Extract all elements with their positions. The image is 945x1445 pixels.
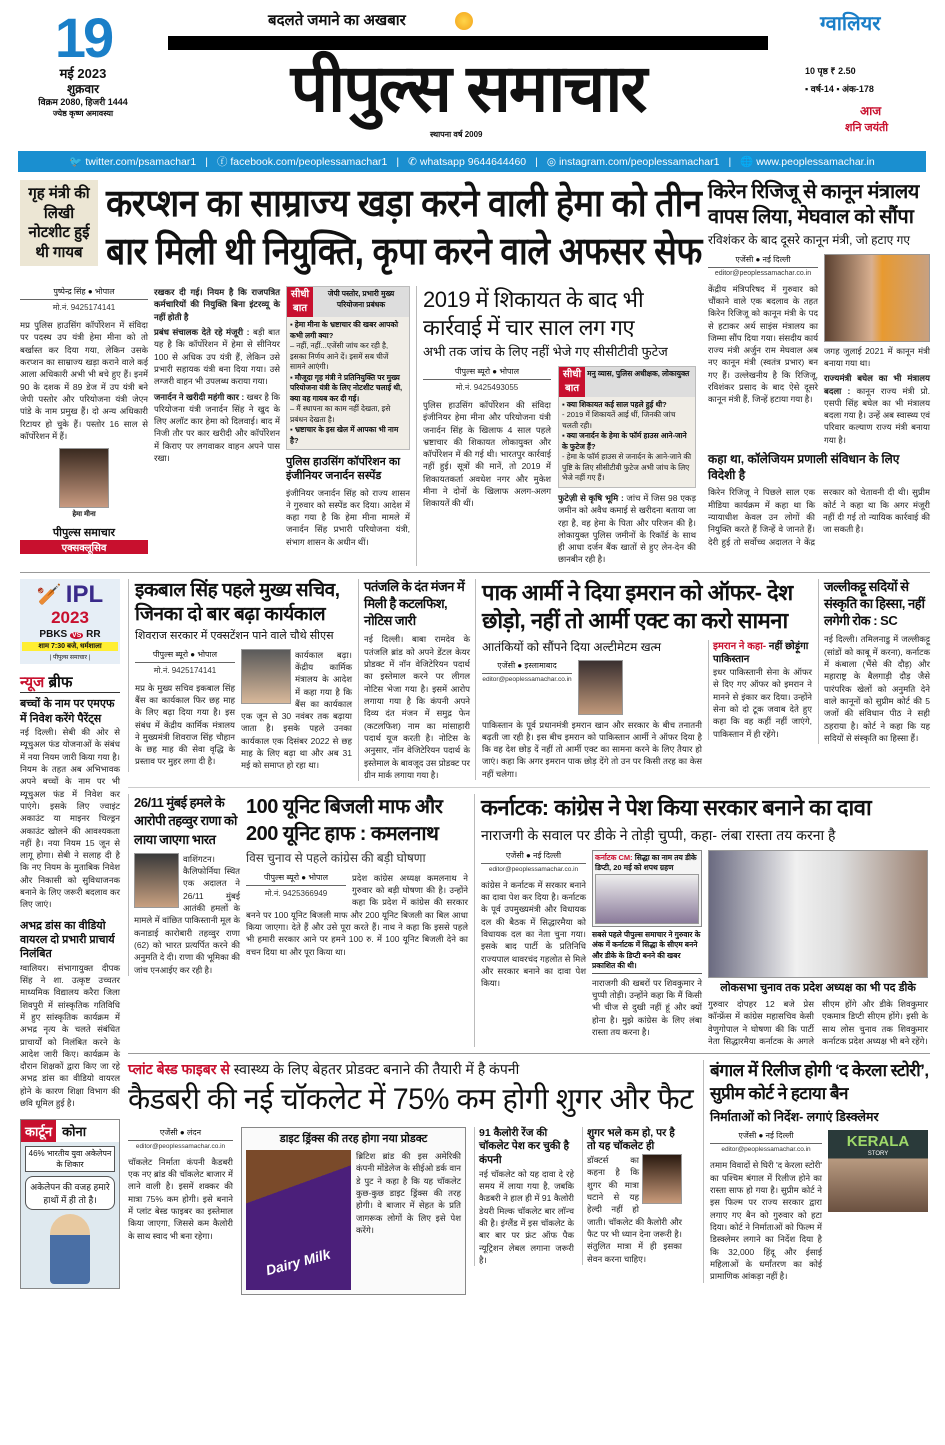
ipl-title: IPL [65,580,104,608]
lower-area [20,579,930,1295]
lead-paragraph: मप्र पुलिस हाउसिंग कॉर्पोरेशन में संविदा पर पदस्थ उप यंत्री हेमा मीना को तो बर्खास्त कर दिया गया, लेकिन उसके करप्शन का साम्राज्य खड़ा कराने वाले कई आला अधिकारी अभी भी बचे हुए हैं। इनमें 90 के दशक में 89 डेज में उप यंत्री बने जेपी पस्तोर और परियोजना यंत्री जेएन पांडे के नाम प्रमुख हैं। दो अन्य अधिकारी रिटायर हो चुके हैं। पस्तोर 16 साल से कॉर्पोरेशन में हैं। [20,320,148,441]
jallikattu-story [818,579,930,744]
byline: एजेंसी ● नई दिल्ली [708,254,818,268]
poster-title: KERALA [846,1133,910,1151]
section-divider [128,1053,930,1054]
cartoon-speech-bubble: अकेलेपन की वजह हमारे हाथों में ही तो है। [25,1176,115,1210]
social-facebook[interactable] [217,154,387,169]
paragraph-lead-in: प्रबंध संचालक देते रहे मंजूरी : [154,326,250,337]
separator: | [205,155,208,168]
sub-story-body: इंजीनियर जनार्दन सिंह को राज्य शासन ने गुरुवार को सस्पेंड कर दिया। आदेश में कहा गया है कि हेमा मीना मामले में जनार्दन सिंह प्रभारी परियोजना यंत्री, संभाग शासन के अधीन थीं। [286,487,410,547]
match-time-venue: शाम 7:30 बजे, धर्मशाला [22,642,118,651]
kerala-story [703,1060,930,1282]
karnataka-leaders-photo [708,850,928,978]
newspaper-logo-text: पीपुल्स समाचार [290,51,646,125]
brief-headline: अभद्र डांस का वीडियो वायरल दो प्रभारी प्राचार्य निलंबित [20,919,115,961]
photo-caption: हेमा मीना [72,511,96,519]
collegium-headline: कहा था, कॉलेजियम प्रणाली संविधान के लिए विदेशी है [708,452,900,482]
patanjali-story [358,579,470,781]
newspaper-clipping [592,850,702,928]
rana-headline: 26/11 मुंबई हमले के आरोपी तहव्वुर राणा को लाया जाएगा भारत [134,795,237,847]
globe-icon: 🌐 [740,156,754,168]
karnataka-story [474,794,930,1047]
karnataka-paragraph: नाराजगी की खबरों पर शिवकुमार ने चुप्पी तोड़ी। उन्होंने कहा कि मैं किसी भी चीज से दुखी नहीं हूं और क्यों होना है। मुझे कांग्रेस के लिए लंबा रास्ता तय करना है। [592,977,702,1038]
kamalnath-subhead: विस चुनाव से पहले कांग्रेस की बड़ी घोषणा [246,851,426,866]
pages-price: 10 पृष्ठ ₹ 2.50 [805,66,856,76]
interview-tag: सीधी [291,289,310,300]
kamalnath-story [246,794,468,958]
twitter-icon: 🐦 [69,156,83,168]
ipl-year: 2023 [51,607,89,627]
lead-headline-line-2: बार मिली थी नियुक्ति, कृपा करने वाले अफसर सेफ [106,231,702,273]
interview-question: ▪ भ्रष्टाचार के इस खेल में आपका भी नाम है? [290,425,399,445]
email: editor@peoplessamachar.co.in [721,1146,811,1154]
rijiju-headline: किरेन रिजिजू से कानून मंत्रालय वापस लिया, मेघवाल को सौंपा [708,181,919,228]
clipping-photo [595,874,699,924]
pak-paragraph: पाकिस्तान के पूर्व प्रधानमंत्री इमरान खान और सरकार के बीच तनातनी बढ़ती जा रही है। इस बीच इमरान को पाकिस्तान आर्मी ने ऑफर दिया है कि वह देश छोड़ दें नहीं तो आर्मी एक्ट का सामना करने के लिए तैयार हो जाएं। कहा कि अगर इमरान पाक छोड़ देंगे तो उन पर किसी तरह का केस नहीं चलेगा। [482,719,702,779]
masthead [0,0,945,150]
interview-question: ▪ क्या शिकायत कई साल पहले हुई थी? [562,399,667,409]
left-column [20,579,120,1290]
interview-answer: - हेमा के फॉर्म हाउस से जनार्दन के आने-जाने की पुष्टि के लिए सीसीटीवी फुटेज अभी जांच के लिए भेजे नहीं गए हैं। [562,452,692,483]
social-bar [18,151,926,172]
row-b [128,579,930,781]
tahawwur-rana-photo [134,853,179,908]
main-top [20,180,702,566]
interview-answer: – नहीं, नहीं...एजेंसी जांच कर रही है, इसका निर्णय आने दें। इसमें सब चीजें सामने आएंगी। [290,341,389,371]
kerala-story-poster [828,1130,928,1212]
email: editor@peoplessamachar.co.in [488,865,579,873]
paragraph-lead-in: फुटेज़ी से कृषि भूमि : [558,492,624,503]
interview-tag: बात [565,382,580,394]
news-brief [20,672,120,1109]
lead-paragraph: खबर है कि परियोजना यंत्री जनार्दन सिंह ने खुद के लिए अलॉट कार हेमा को दिलवाई। बाद में निजी तौर पर कार खरीदी और कॉर्पोरेशन में किराए पर लगवाकर वाहन अपने पास रखा। [154,391,280,464]
kicker: स्वास्थ्य के लिए बेहतर प्रोडक्ट बनाने की तैयारी में है कंपनी [233,1061,520,1078]
paragraph-lead-in: जनार्दन ने खरीदी महंगी कार : [154,391,245,402]
byline: एजेंसी ● नई दिल्ली [481,850,586,864]
woman-photo [642,1154,682,1204]
iqbal-story [128,579,353,772]
byline: एजेंसी ● इस्लामाबाद [482,660,572,674]
column-headline: 91 कैलोरी रेंज की चॉकलेट पेश कर चुकी है कंपनी [479,1126,570,1167]
kamalnath-body: प्रदेश कांग्रेस अध्यक्ष कमलनाथ ने गुरुवार को बड़ी घोषणा की है। उन्होंने कहा कि प्रदेश में कांग्रेस की सरकार बनने पर 100 यूनिट बिजली माफ और 200 यूनिट बिजली का बिल आधा किया जाएगा। देते हैं और उसे पूरा करते हैं। नाथ ने कहा कि इससे पहले भी हमारी सरकार आने पर हमने 100 रु. में 100 यूनिट बिजली देने का वचन दिया था और पूरा किया था। [246,872,468,957]
team-1: PBKS [39,629,68,641]
exclusive-badge [20,525,148,554]
facebook-icon: ⓕ [216,156,228,168]
mobile-number: मो.नं. 9425174141 [52,303,116,312]
exclusive-label: एक्सक्लूसिव [20,540,148,554]
iqbal-paragraph: कार्यकाल बढ़ा। केंद्रीय कार्मिक मंत्रालय के आदेश में कहा गया है कि बैंस का कार्यकाल एक जून से 30 नवंबर तक बढ़ाया जाता है। इसके पहले उनका कार्यकाल एक दिसंबर 2022 से छह माह के लिए बढ़ा था और अब 31 मई को समाप्त हो रहा था। [241,649,352,771]
column-body: नई चॉकलेट को यह दावा दे रहे समय में लाया गया है, जबकि कैडबरी ने हाल ही में 91 कैलोरी डेयरी मिल्क चॉकलेट बार लॉन्च की है। इंग्लैंड में इस चॉकलेट के बार बार पर फ्रंट ऑफ पैक न्यूट्रिशन लेबल लगाना जरूरी है। [479,1168,574,1265]
column-body: डॉक्टर्स का कहना है कि शुगर की मात्रा घटाने से यह हेल्दी नहीं हो जाती। चॉकलेट की कैलोरी और फैट पर भी ध्यान देना जरूरी है। संतुलित मात्रा में ही इसका सेवन करना चाहिए। [587,1155,682,1264]
kerala-headline: बंगाल में रिलीज होगी ‘द केरला स्टोरी’, सुप्रीम कोर्ट ने हटाया बैन [710,1061,929,1104]
kerala-paragraph: तमाम विवादों से घिरी 'द केरला स्टोरी' का पश्चिम बंगाल में रिलीज होने का रास्ता साफ हो गया है। सुप्रीम कोर्ट ने इस फिल्म पर राज्य सरकार द्वारा लगाए गए बैन को गुरुवार को हटा दिया। कोर्ट ने निर्माताओं को फिल्म में डिस्क्लेमर लगाने का निर्देश दिया है कि 32,000 हिंदू और ईसाई महिलाओं के धर्मांतरण का कोई प्रामाणिक आंकड़ा नहीं है। [710,1160,822,1282]
byline: पीपुल्स ब्यूरो ● भोपाल [246,872,346,886]
patanjali-headline: पतंजलि के दंत मंजन में मिली है कटलफिश, नोटिस जारी [364,578,465,628]
cartoon-box [20,1119,120,1289]
team-2: RR [86,629,101,641]
rana-story [128,794,240,976]
byline: पीपुल्स ब्यूरो ● भोपाल [135,649,235,663]
interview-tag: बात [293,303,308,314]
date-calendar: विक्रम 2080, हिजरी 1444 [38,97,128,108]
date-day: 19 [54,6,112,69]
social-twitter[interactable] [69,155,196,168]
pak-subhead: आतंकियों को सौंपने दिया अल्टीमेटम खत्म [482,639,662,654]
date-weekday: शुक्रवार [66,82,100,97]
brief-headline: बच्चों के नाम पर एमएफ में निवेश करेंगे पैरेंट्स [20,698,115,725]
brief-body: नई दिल्ली। सेबी की ओर से म्यूचुअल फंड योजनाओं के संबंध में नया नियम जारी किया गया है। नियम के तहत अब अभिभावक अपने बच्चों के नाम पर भी म्यूचुअल फंड में निवेश कर पाएंगे। इसके लिए ज्वाइंट अकाउंट या माइनर चिल्ड्रन अकाउंट खोलने की आवश्यकता नहीं है। नया नियम 15 जून से लागू होगा। सेबी ने सलाह दी है कि नए नियम के मुताबिक निवेश और निकासी को सुविधाजनक बनाने के लिए जरूरी बदलाव कर लिए जाएं। [20,727,120,910]
separator: | [535,155,538,168]
karnataka-subhead: नाराजगी के सवाल पर डीके ने तोड़ी चुप्पी, कहा- लंबा रास्ता तय करना है [481,826,836,843]
social-instagram[interactable] [547,156,720,168]
separator: | [728,155,732,168]
pak-headline: पाक आर्मी ने दिया इमरान को ऑफर- देश छोड़ो, नहीं तो आर्मी एक्ट का करो सामना [482,579,793,634]
rijiju-paragraph: केंद्रीय मंत्रिपरिषद में गुरुवार को चौंकाने वाले एक बदलाव के तहत किरेन रिजिजू को कानून मंत्री के पद से हटाकर अर्थ साइंस मंत्रालय का जिम्मा सौंप दिया गया। संसदीय कार्य राज्य मंत्री अर्जुन राम मेघवाल अब नए कानून मंत्री (स्वतंत्र प्रभार) बन गए हैं। उल्लेखनीय है कि रिजिजू, रविशंकर प्रसाद के बाद ऐसे दूसरे कानून मंत्री हैं, जिन्हें हटाया गया है। [708,283,818,405]
cadbury-headline: कैडबरी की नई चॉकलेट में 75% कम होगी शुगर और फैट [128,1083,694,1117]
kerala-subhead: निर्माताओं को निर्देश- लगाएं डिस्क्लेमर [710,1110,879,1125]
instagram-icon: ◎ [546,155,557,168]
date-tithi: ज्येष्ठ कृष्ण अमावस्या [52,108,114,118]
rijiju-paragraph: कानून राज्य मंत्री प्रो. एसपी सिंह बघेल का भी मंत्रालय बदला गया है। उन्हें अब स्वास्थ्य एवं परिवार कल्याण राज्य मंत्री बनाया गया है। [824,385,930,445]
karnataka-paragraph: गुरुवार दोपहर 12 बजे प्रेस कॉन्फ्रेंस में कांग्रेस महासचिव केसी वेणुगोपाल ने घोषणा की कि पार्टी नेता सिद्धारमैया कर्नाटक के अगले सीएम होंगे और डीके शिवकुमार एकमात्र डिप्टी सीएम होंगे। इसी के साथ लोस चुनाव तक शिवकुमार कर्नाटक प्रदेश अध्यक्ष भी बने रहेंगे। [708,999,928,1047]
established: स्थापना वर्ष 2009 [430,130,483,139]
row-c [128,794,930,1047]
whatsapp-icon: ✆ [408,155,417,168]
iqbal-headline: इकबाल सिंह पहले मुख्य सचिव, जिनका दो बार बढ़ा कार्यकाल [135,579,340,625]
mobile-number: मो.नं. 9425493055 [455,382,519,392]
pen-emblem-icon [455,12,473,30]
lead-headline-line-1: करप्शन का साम्राज्य खड़ा करने वाली हेमा को तीन [106,183,702,225]
row-d [128,1060,930,1295]
collegium-body: किरेन रिजिजू ने पिछले साल एक मीडिया कार्यक्रम में कहा था कि न्यायाधीश केवल उन लोगों की नियुक्ति करते हैं जिन्हें वे जानते हैं। देरी हुई तो सर्वोच्च अदालत ने केंद्र सरकार को चेतावनी दी थी। सुप्रीम कोर्ट ने कहा था कि अगर मंजूरी नहीं दी गई तो न्यायिक कार्रवाई की जा सकती है। [708,487,930,547]
social-text: whatsapp 9644644460 [419,155,527,168]
date-month-year: मई 2023 [59,66,107,81]
ipl-box [20,579,120,665]
iqbal-paragraph: मप्र के मुख्य सचिव इकबाल सिंह बैंस का कार्यकाल फिर छह माह के लिए बढ़ा दिया गया है। इस संबंध में केंद्रीय कार्मिक मंत्रालय ने मुख्यमंत्री शिवराज सिंह चौहान के छह माह की सेवा वृद्धि के प्रस्ताव पर मुहर लगा दी है। [135,682,235,767]
box-headline: डाइट ड्रिंक्स की तरह होगा नया प्रोडक्ट [279,1132,428,1145]
mobile-number: मो.नं. 9425174141 [153,665,217,675]
iqbal-singh-photo [241,649,291,704]
right-area [128,579,930,1295]
lead-paragraph: रखकर दी गई। नियम है कि राजपत्रित कर्मचारियों की नियुक्ति बिना इंटरव्यू के नहीं होती है [154,287,280,322]
rana-body: वाशिंगटन। कैलिफोर्निया स्थित एक अदालत ने 26/11 मुंबई आतंकी हमलों के मामले में वांछित पाकिस्तानी मूल के कनाडाई कारोबारी तहव्वुर राणा (62) को भारत प्रत्यर्पित करने की अनुमति दे दी। राणा की भूमिका की जांच एनआईए कर रही है। [134,853,240,975]
interview-box [286,286,410,450]
cartoon-label: कोना [56,1120,119,1142]
social-text: twitter.com/psamachar1 [85,156,197,168]
today-label: आज [860,104,882,118]
social-whatsapp[interactable] [408,156,526,168]
byline: एजेंसी ● नई दिल्ली [710,1130,822,1144]
volume-issue: ▪ वर्ष-14 ▪ अंक-178 [805,84,874,94]
clip-headline: सिद्धा का नाम तय डीके डिप्टी, 20 मई को शपथ ग्रहण [595,852,697,872]
social-website[interactable] [740,155,874,168]
complaint-paragraph: पुलिस हाउसिंग कॉर्पोरेशन की संविदा इंजीनियर हेमा मीना और परियोजना यंत्री जनार्दन सिंह के खिलाफ 4 साल पहले भ्रष्टाचार की शिकायत लोकायुक्त और कॉर्पोरेशन में की गई थी। भारतपुर कार्रवाई नहीं हुई। सूत्रों की मानें, तो 2019 में शिकायतकर्ता अवधेश नगर और मुकेश मीना ने दोनों के खिलाफ अलग-अलग शिकायतें की थीं। [423,399,551,509]
social-text: instagram.com/peoplessamachar1 [558,155,720,168]
vs-badge: VS [72,632,82,640]
cadbury-story [128,1060,693,1295]
column-headline: शुगर भले कम हो, पर है तो यह चॉकलेट ही [587,1126,675,1153]
poster-subtitle: STORY [867,1150,889,1157]
social-text: facebook.com/peoplessamachar1 [230,156,388,168]
karnataka-headline: कर्नाटक: कांग्रेस ने पेश किया सरकार बनाने का दावा [481,795,872,821]
news-brief-title: ब्रीफ [48,674,73,692]
section-divider [20,572,930,573]
box-body: ब्रिटिश ब्रांड की इस अमेरिकी कंपनी मोंडेलेज के सीईओ डर्क वान डे पुट ने कहा है कि यह चॉकलेट कुछ-कुछ डाइट ड्रिंक्स की तरह होगी। वे बाजार में सेहत के प्रति जागरूक लोगों के लिए इसे पेश करेंगे। [356,1151,461,1235]
today-event: शनि जयंती [845,122,889,134]
section-divider [128,787,930,788]
city-name: ग्वालियर [820,13,881,35]
photo-caption: जगह जुलाई 2021 में कानून मंत्री बनाया गया था। [824,345,930,368]
pak-side-body: इधर पाकिस्तानी सेना के ऑफर से दिए गए ऑफर को इमरान ने मानने से इंकार कर दिया। उन्होंने सेना को दो टूक जवाब देते हुए कहा कि वह कहीं नहीं जाएंगे, पाकिस्तान में ही रहेंगे। [713,666,812,739]
byline: पीपुल्स ब्यूरो ● भोपाल [423,366,551,380]
jallikattu-headline: जल्लीकट्टू सदियों से संस्कृति का हिस्सा, नहीं लगेगी रोक : SC [824,578,925,628]
cadbury-kicker [128,1060,519,1078]
cadbury-paragraph: चॉकलेट निर्माता कंपनी कैडबरी एक नए ब्रांड की चॉकलेट बाजार में लाने वाली है। इसमें शक्कर की मात्रा 75% कम होगी। इसे बनाने में प्लांट बेस्ड फाइबर का इस्तेमाल किया जाएगा, जिससे कम कैलोरी के साथ स्वाद भी बना रहेगा। [128,1156,233,1241]
chocolate-bar-image [246,1150,351,1290]
email: editor@peoplessamachar.co.in [482,675,572,683]
paragraph-lead-in: राज्यमंत्री बघेल का भी मंत्रालय बदला : [824,373,930,396]
photo-caption: लोकसभा चुनाव तक प्रदेश अध्यक्ष का भी पद डीके [720,981,916,994]
separator: | [396,155,400,168]
imran-khan-photo [578,660,623,715]
social-text: www.peoplessamachar.in [756,156,875,168]
hema-meena-photo [59,448,109,508]
byline: एजेंसी ● लंदन [128,1127,233,1141]
lead-story-body [20,286,410,554]
page-content [0,172,945,1305]
news-brief-title: न्यूज [20,674,45,692]
interview-answer: – मैं स्थापना का काम नहीं देखता, इसे प्रबंधन देखता है। [290,404,391,424]
complaint-subhead: अभी तक जांच के लिए नहीं भेजे गए सीसीटीवी फुटेज [423,344,668,359]
interviewee: जेपी पस्तोर, प्रभारी मुख्य परियोजना प्रबंधक [327,289,395,309]
rijiju-subhead: रविशंकर के बाद दूसरे कानून मंत्री, जो हटाए गए [708,233,911,247]
sub-story-headline: पुलिस हाउसिंग कॉर्पोरेशन का इंजीनियर जनार्दन सस्पेंड [286,456,401,482]
interview-question: ▪ क्या जनार्दन के हेमा के फॉर्म हाउस आने-जाने के फुटेज हैं? [562,431,687,451]
interview-question: ▪ मौजूदा गृह मंत्री ने प्रतिनियुक्ति पर मुख्य परियोजना यंत्री के लिए नोटशीट चलाई थी, क्या वह गायब कर दी गई। [290,372,403,403]
rijiju-meghwal-photo [824,254,930,342]
karnataka-paragraph: कांग्रेस ने कर्नाटक में सरकार बनाने का दावा पेश कर दिया है। कर्नाटक के पूर्व उपमुख्यमंत्री और विधायक दल की बैठक में सिद्धारमैया को विधायक दल का नेता चुना गया। इसके बाद पार्टी के प्रतिनिधि राज्यपाल थावरचंद गहलोत से मिले और सरकार बनाने का दावा पेश किया। [481,879,586,989]
lead-side-box: गृह मंत्री की लिखी नोटशीट हुई थी गायब [20,180,98,266]
email: editor@peoplessamachar.co.in [714,269,812,277]
mobile-number: मो.नं. 9425366949 [264,888,328,898]
interview-answer: - 2019 में शिकायतें आई थीं, जिनकी जांच चलती रही। [562,410,676,430]
interview-question: ▪ हेमा मीना के भ्रष्टाचार की खबर आपको कभी लगी क्या? [290,320,399,340]
complaint-paragraph: जांच में जिस 98 एकड़ जमीन को अवैध कमाई से खरीदना बताया जा रहा है, वह हेमा के पिता और परिजन की है। लोकायुक्त पुलिस जमीनों के रिकॉर्ड के साथ ही आधा दर्जन बैंक खातों से हुए लेन-देन की छानबीन रही है। [558,492,696,565]
masthead-title [168,36,768,126]
clip-caption: सबसे पहले पीपुल्स समाचार ने गुरुवार के अंक में कर्नाटक में सिद्धा के सीएम बनने और डीके के डिप्टी बनने की खबर प्रकाशित की थी। [592,930,702,974]
cricketer-icon: 🏏 [36,584,62,607]
complaint-story [416,286,702,566]
wrapper-brand-text: Dairy Milk [264,1245,333,1279]
jallikattu-body: नई दिल्ली। तमिलनाडु में जल्लीकट्टू (सांडों को काबू में करना), कर्नाटक में कंबाला (भैंसे की दौड़) और महाराष्ट्र के बैलगाड़ी दौड़ जैसे पारंपरिक खेलों को अनुमति देने वाले कानूनों को सुप्रीम कोर्ट की 5 जजों की संविधान पीठ ने सही ठहराया है। कोर्ट ने कहा कि यह सदियों से संस्कृति का हिस्सा हैं। [824,634,930,743]
ipl-credit: | पीपुल्स समाचार | [49,655,91,662]
cartoon-figure-icon [50,1214,90,1284]
lead-paragraph: बड़ी बात यह है कि कॉर्पोरेशन में हेमा से सीनियर 100 से अधिक उप यंत्री हैं, लेकिन उसे प्रभारी सहायक यंत्री बना दिया गया। उसे लग्जरी वाहन भी उपलब्ध कराया गया। [154,326,280,387]
byline: पुष्पेन्द्र सिंह ● भोपाल [20,286,148,300]
interview-box [558,366,696,488]
patanjali-body: नई दिल्ली। बाबा रामदेव के पतंजलि ब्रांड को अपने डेंटल केयर प्रोडक्ट में नॉन वेजिटेरियन पदार्थ का इस्तेमाल करने पर लीगल नोटिस भेजा गया है। इसमें आरोप लगाया गया है कि कंपनी अपने दिव्य दंत मंजन में समुद्र फेन (कटलफिश) नाम का मांसाहारी पदार्थ यूज करती है। नोटिस के अनुसार, नॉन वेजिटेरियन पदार्थ के इस्तेमाल के बावजूद उस प्रोडक्ट पर ग्रीन मार्क लगाया गया है। [364,634,470,780]
rijiju-story [708,180,930,548]
complaint-headline: 2019 में शिकायत के बाद भी कार्रवाई में चार साल लग गए [423,287,644,340]
date-block [28,6,138,119]
section-top [20,180,930,566]
cartoon-caption: 46% भारतीय युवा अकेलेपन के शिकार [25,1146,115,1172]
lead-headline [106,180,702,276]
pak-story [475,579,813,780]
email: editor@peoplessamachar.co.in [135,1142,226,1150]
cartoon-label: कार्टून [21,1120,56,1142]
clip-headline-red: कर्नाटक CM: [595,852,633,862]
brief-body: ग्वालियर। संभागायुक्त दीपक सिंह ने शा. उत्कृष्ट उच्चतर माध्यमिक विद्यालय करैरा जिला शिवपुरी में सांस्कृतिक गतिविधि में हुए सांस्कृतिक कार्यक्रम में अभद्र नृत्य के चलते संबंधित प्राचार्यों को निलंबित करने के आदेश जारी किए। कार्यक्रम के दौरान शिक्षकों द्वारा किए जा रहे अभद्र डांस का वीडियो वायरल होने के कारण शिक्षा विभाग की छवि धूमिल हुई है। [20,962,120,1109]
interviewee: मनु व्यास, पुलिस अधीक्षक, लोकायुक्त [587,368,690,378]
kamalnath-headline: 100 यूनिट बिजली माफ और 200 यूनिट हाफ : कमलनाथ [246,796,443,846]
side-headline: नहीं छोड़ूंगा पाकिस्तान [713,640,809,665]
iqbal-subhead: शिवराज सरकार में एक्सटेंशन पाने वाले चौथे सीएस [135,630,334,643]
tagline: बदलते जमाने का अखबार [268,12,406,29]
exclusive-brand: पीपुल्स समाचार [52,527,116,540]
interview-tag: सीधी [563,368,582,380]
side-headline-red: इमरान ने कहा- [713,640,767,652]
kicker-red: प्लांट बेस्ड फाइबर से [128,1061,230,1078]
